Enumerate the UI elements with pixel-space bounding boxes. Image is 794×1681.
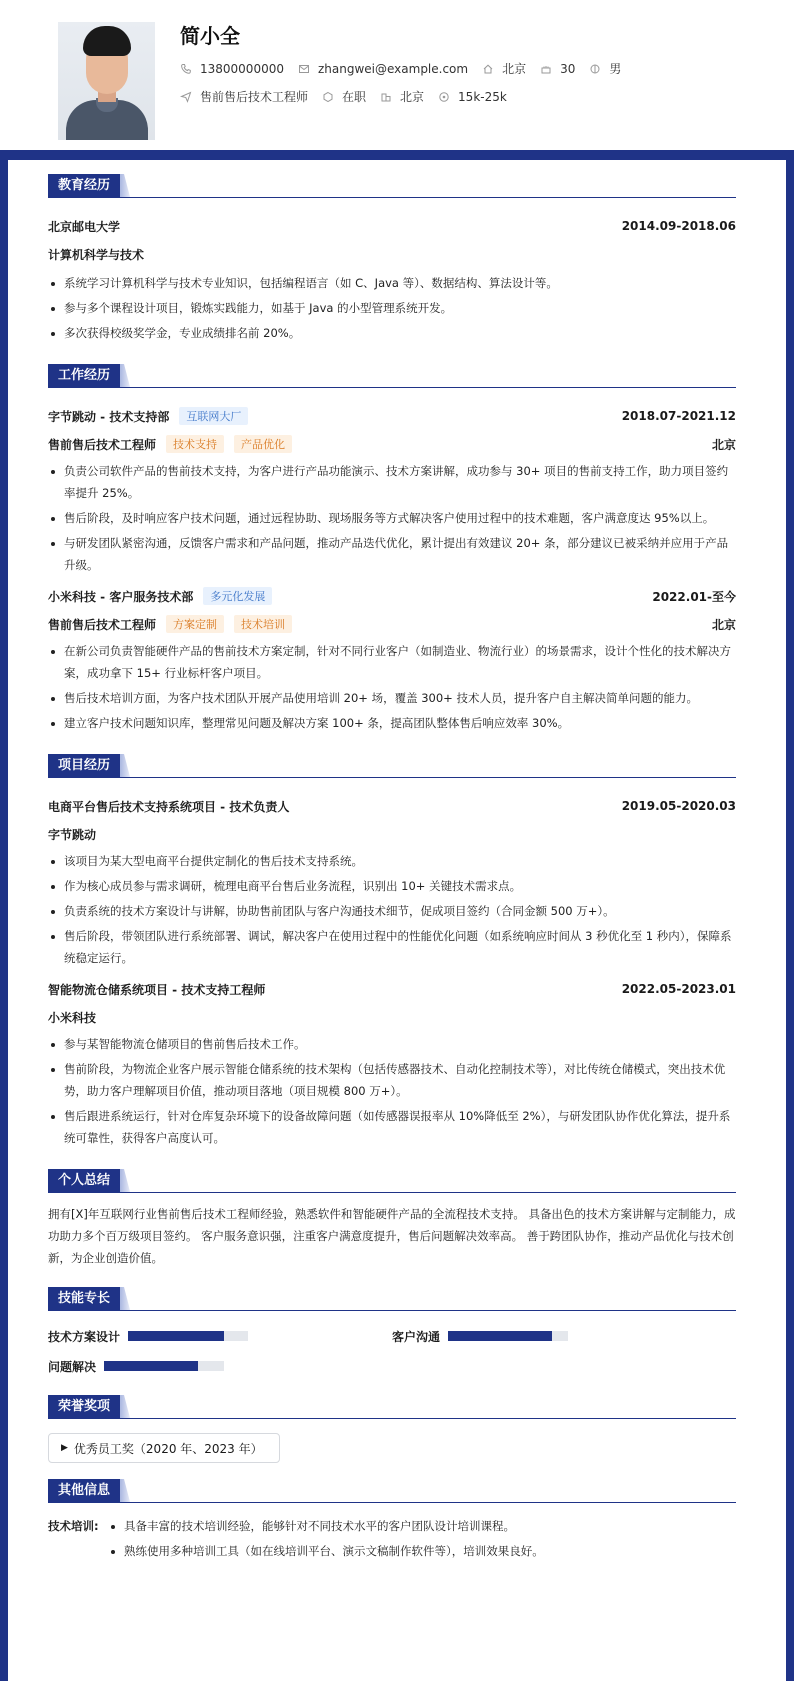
status-item	[322, 88, 366, 105]
age-text: 30	[560, 61, 576, 76]
salary-icon	[438, 91, 450, 103]
candidate-name: 简小全	[180, 24, 240, 48]
company-tag: 互联网大厂	[179, 407, 248, 425]
list-item: 售后技术培训方面，为客户技术团队开展产品使用培训 20+ 场，覆盖 300+ 技术人员，提升客户自主解决简单问题的能力。	[48, 687, 736, 709]
hometown-text: 北京	[502, 62, 527, 76]
other-section	[48, 1475, 736, 1562]
job-bullets	[48, 460, 736, 576]
education-section	[48, 170, 736, 344]
job-company-line	[48, 406, 736, 426]
phone-icon	[180, 63, 192, 75]
skill-item	[392, 1321, 736, 1351]
mail-icon	[298, 63, 310, 75]
triangle-right-icon: ▶	[61, 1443, 68, 1453]
list-item: 负责公司软件产品的售前技术支持，为客户进行产品功能演示、技术方案讲解，成功参与 30+ 项目的售前支持工作，助力项目签约率提升 25%。	[48, 460, 736, 504]
job-target-text: 售前售后技术工程师	[200, 90, 309, 104]
section-title: 项目经历	[48, 754, 120, 777]
section-header	[48, 1283, 736, 1311]
job-date: 2022.01-至今	[652, 589, 736, 604]
phone-text: 13800000000	[200, 61, 284, 76]
list-item: 在新公司负责智能硬件产品的售前技术方案定制，针对不同行业客户（如制造业、物流行业）的场景需求，设计个性化的技术解决方案，成功拿下 15+ 行业标杆客户项目。	[48, 640, 736, 684]
list-item: 系统学习计算机科学与技术专业知识，包括编程语言（如 C、Java 等）、数据结构、算法设计等。	[48, 272, 736, 294]
job-role-line	[48, 614, 736, 634]
job-role-line	[48, 434, 736, 454]
section-header	[48, 170, 736, 198]
skill-bar-fill	[448, 1331, 552, 1341]
section-header	[48, 750, 736, 778]
other-bullets	[108, 1515, 736, 1562]
school-name: 北京邮电大学	[48, 219, 121, 234]
education-date: 2014.09-2018.06	[621, 219, 736, 233]
awards-section	[48, 1391, 736, 1463]
job-company-line	[48, 586, 736, 606]
job-intent-row	[180, 88, 521, 105]
list-item: 售后跟进系统运行，针对仓库复杂环境下的设备故障问题（如传感器误报率从 10%降低至 2%），与研发团队协作优化算法，提升系统可靠性，获得客户高度认可。	[48, 1105, 736, 1149]
role-tag: 技术培训	[234, 615, 292, 633]
company-tag: 多元化发展	[203, 587, 272, 605]
skill-item	[48, 1351, 392, 1381]
phone-item	[180, 62, 284, 76]
hometown-item	[482, 60, 526, 77]
job-location: 北京	[711, 437, 736, 452]
city-icon	[380, 91, 392, 103]
award-text: 优秀员工奖（2020 年、2023 年）	[73, 1441, 263, 1456]
resume-header	[0, 0, 794, 158]
other-row	[48, 1515, 736, 1562]
send-icon	[180, 91, 192, 103]
list-item: 作为核心成员参与需求调研，梳理电商平台售后业务流程，识别出 10+ 关键技术需求点。	[48, 875, 736, 897]
section-header	[48, 360, 736, 388]
list-item: 售后阶段，及时响应客户技术问题，通过远程协助、现场服务等方式解决客户使用过程中的技术难题，客户满意度达 95%以上。	[48, 507, 736, 529]
skill-bar	[128, 1331, 248, 1341]
summary-section	[48, 1165, 736, 1269]
project-name: 智能物流仓储系统项目 - 技术支持工程师	[48, 982, 266, 997]
list-item: 该项目为某大型电商平台提供定制化的售后技术支持系统。	[48, 850, 736, 872]
role-tag: 产品优化	[234, 435, 292, 453]
gender-text: 男	[609, 62, 622, 76]
major-line	[48, 244, 736, 264]
status-icon	[322, 91, 334, 103]
list-item: 建立客户技术问题知识库，整理常见问题及解决方案 100+ 条，提高团队整体售后响应效率 30%。	[48, 712, 736, 734]
section-title: 技能专长	[48, 1287, 120, 1310]
project-bullets	[48, 850, 736, 969]
list-item: 售后阶段，带领团队进行系统部署、调试，解决客户在使用过程中的性能优化问题（如系统响应时间从 3 秒优化至 1 秒内），保障系统稳定运行。	[48, 925, 736, 969]
age-item	[540, 62, 575, 76]
project-org: 字节跳动	[48, 827, 97, 842]
section-title: 工作经历	[48, 364, 120, 387]
project-bullets	[48, 1033, 736, 1149]
section-header	[48, 1475, 736, 1503]
summary-text: 拥有[X]年互联网行业售前售后技术工程师经验，熟悉软件和智能硬件产品的全流程技术支持。 具备出色的技术方案讲解与定制能力，成功助力多个百万级项目签约。 客户服务意识强，注重客户满意度提升，售后问题解决效率高。 善于跨团队协作，推动产品优化与技术创新，为企业创造价值。	[48, 1207, 736, 1265]
project-date: 2022.05-2023.01	[621, 982, 736, 996]
award-item	[48, 1433, 280, 1463]
project-section	[48, 750, 736, 1149]
role-name: 售前售后技术工程师	[48, 437, 157, 452]
skill-name: 问题解决	[48, 1359, 97, 1374]
city-item	[380, 88, 424, 105]
skill-bar	[104, 1361, 224, 1371]
work-section	[48, 360, 736, 734]
company-name: 小米科技 - 客户服务技术部	[48, 589, 194, 604]
section-title: 其他信息	[48, 1479, 120, 1502]
role-tag: 方案定制	[166, 615, 224, 633]
project-title-line	[48, 979, 736, 999]
email-text: zhangwei@example.com	[317, 61, 469, 76]
section-title: 荣誉奖项	[48, 1395, 120, 1418]
skill-grid	[48, 1321, 736, 1381]
education-entry-line	[48, 216, 736, 236]
project-org: 小米科技	[48, 1010, 97, 1025]
salary-text: 15k-25k	[458, 89, 507, 104]
city-text: 北京	[400, 90, 425, 104]
skill-name: 技术方案设计	[48, 1329, 121, 1344]
list-item: 多次获得校级奖学金，专业成绩排名前 20%。	[48, 322, 736, 344]
role-tag: 技术支持	[166, 435, 224, 453]
status-text: 在职	[342, 90, 367, 104]
section-header	[48, 1165, 736, 1193]
skill-bar	[448, 1331, 568, 1341]
project-title-line	[48, 796, 736, 816]
project-date: 2019.05-2020.03	[621, 799, 736, 813]
job-bullets	[48, 640, 736, 734]
resume-body	[48, 170, 736, 1562]
list-item: 与研发团队紧密沟通，反馈客户需求和产品问题，推动产品迭代优化，累计提出有效建议 20+ 条，部分建议已被采纳并应用于产品升级。	[48, 532, 736, 576]
list-item: 参与某智能物流仓储项目的售前售后技术工作。	[48, 1033, 736, 1055]
salary-item	[438, 90, 507, 104]
avatar	[58, 22, 155, 140]
project-org-line	[48, 824, 736, 844]
section-title: 教育经历	[48, 174, 120, 197]
header-divider-bar	[0, 150, 794, 160]
list-item: 负责系统的技术方案设计与讲解，协助售前团队与客户沟通技术细节，促成项目签约（合同金额 500 万+）。	[48, 900, 736, 922]
gender-icon	[589, 63, 601, 75]
home-icon	[482, 63, 494, 75]
job-target-item	[180, 88, 308, 105]
list-item: 售前阶段，为物流企业客户展示智能仓储系统的技术架构（包括传感器技术、自动化控制技术等），对比传统仓储模式，突出技术优势，助力客户理解项目价值，推动项目落地（项目规模 800 万+）。	[48, 1058, 736, 1102]
project-name: 电商平台售后技术支持系统项目 - 技术负责人	[48, 799, 290, 814]
section-title: 个人总结	[48, 1169, 120, 1192]
role-name: 售前售后技术工程师	[48, 617, 157, 632]
job-location: 北京	[711, 617, 736, 632]
job-date: 2018.07-2021.12	[621, 409, 736, 423]
skills-section	[48, 1283, 736, 1381]
skill-bar-fill	[128, 1331, 224, 1341]
project-org-line	[48, 1007, 736, 1027]
list-item: 具备丰富的技术培训经验，能够针对不同技术水平的客户团队设计培训课程。	[108, 1515, 736, 1537]
gender-item	[589, 60, 621, 77]
list-item: 熟练使用多种培训工具（如在线培训平台、演示文稿制作软件等），培训效果良好。	[108, 1540, 736, 1562]
list-item: 参与多个课程设计项目，锻炼实践能力，如基于 Java 的小型管理系统开发。	[48, 297, 736, 319]
skill-name: 客户沟通	[392, 1329, 441, 1344]
education-bullets	[48, 272, 736, 344]
skill-item	[48, 1321, 392, 1351]
email-item	[298, 62, 468, 76]
section-header	[48, 1391, 736, 1419]
company-name: 字节跳动 - 技术支持部	[48, 409, 170, 424]
skill-bar-fill	[104, 1361, 198, 1371]
age-icon	[540, 63, 552, 75]
contact-row	[180, 60, 635, 77]
other-label: 技术培训:	[48, 1519, 99, 1533]
major-name: 计算机科学与技术	[48, 247, 145, 262]
